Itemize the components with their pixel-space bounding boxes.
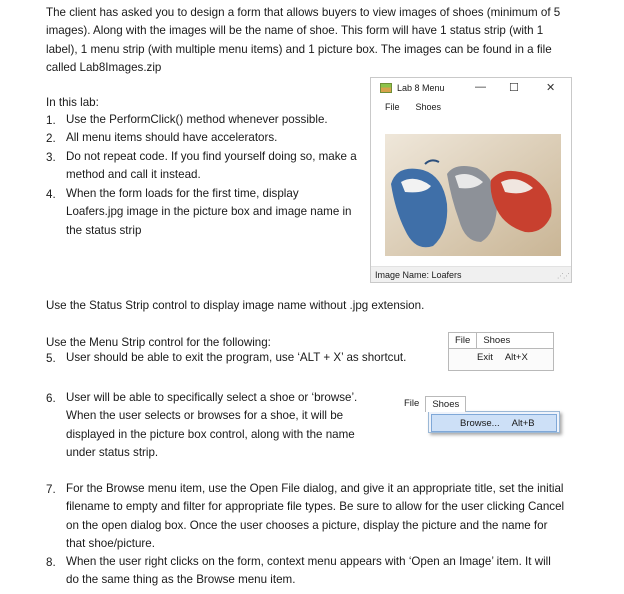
maximize-button[interactable]: ☐ — [509, 82, 519, 94]
list-item: User should be able to exit the program, use ‘ALT + X’ as shortcut. — [66, 351, 407, 364]
in-this-lab-heading: In this lab: — [46, 96, 99, 109]
snippet-menu-file[interactable]: File — [449, 333, 477, 348]
item-number: 8. — [46, 556, 56, 569]
list-item: For the Browse menu item, use the Open File dialog, and give it an appropriate title, set the initial filename to empty and filter for appropriate file types. Be sure to allow for the user clicking Cancel on the open dialog box. Once the user chooses a picture, display the picture and the name for that shoe/picture. — [66, 482, 565, 551]
list-item: All menu items should have accelerators. — [66, 131, 278, 144]
title-bar — [371, 78, 571, 98]
list-item: User will be able to specifically select a shoe or ‘browse’. When the user selects or browses for a shoe, it will be displayed in the picture box control, along with the name under status strip. — [66, 391, 358, 460]
status-strip — [371, 266, 571, 282]
close-button[interactable]: ✕ — [546, 82, 556, 94]
list-item: When the form loads for the first time, display Loafers.jpg image in the picture box and image name in the status strip — [66, 187, 352, 237]
status-label: Image Name: Loafers — [375, 269, 462, 280]
item-number: 3. — [46, 151, 56, 164]
browse-label: Browse... — [460, 417, 500, 429]
lab8-form-window — [370, 77, 572, 283]
browse-shortcut: Alt+B — [511, 417, 535, 429]
list-item: When the user right clicks on the form, context menu appears with ‘Open an Image’ item. It will do the same thing as the Browse menu item. — [66, 555, 551, 587]
item-number: 7. — [46, 483, 56, 496]
list-item: Do not repeat code. If you find yourself doing so, make a method and call it instead. — [66, 150, 357, 182]
browse-menu-item[interactable] — [431, 414, 557, 432]
menu-file[interactable]: File — [385, 102, 400, 112]
item-number: 2. — [46, 132, 56, 145]
item-number: 6. — [46, 392, 56, 405]
item-number: 1. — [46, 114, 56, 127]
shoes-dropdown — [428, 411, 560, 433]
list-item: Use the PerformClick() method whenever possible. — [66, 113, 328, 126]
snippet-menu-shoes[interactable]: Shoes — [425, 396, 466, 412]
file-dropdown — [448, 348, 554, 371]
snippet-menu-shoes[interactable]: Shoes — [483, 335, 511, 346]
minimize-button[interactable]: — — [475, 81, 486, 93]
status-strip-note: Use the Status Strip control to display image name without .jpg extension. — [46, 299, 425, 312]
menu-shoes[interactable]: Shoes — [415, 102, 442, 112]
browse-menu-snippet — [398, 396, 560, 433]
item-number: 5. — [46, 352, 56, 365]
exit-menu-item[interactable]: Exit — [477, 352, 493, 363]
menu-strip-note: Use the Menu Strip control for the following: — [46, 336, 271, 349]
snippet-menu-file[interactable]: File — [404, 398, 420, 409]
item-number: 4. — [46, 188, 56, 201]
menu-strip — [371, 98, 571, 116]
intro-paragraph: The client has asked you to design a form that allows buyers to view images of shoes (minimum of 5 images). Along with the images will be the name of shoe. This form will have 1 status strip (with 1 label), 1 menu strip (with multiple menu items) and 1 picture box. The images can be found in a file called Lab8Images.zip — [46, 6, 561, 75]
exit-shortcut: Alt+X — [504, 352, 528, 363]
resize-grip[interactable]: ⋰⋰ — [557, 273, 569, 280]
exit-menu-snippet — [448, 332, 554, 371]
window-title: Lab 8 Menu — [397, 83, 445, 93]
shoes-picture-box — [385, 134, 561, 256]
app-icon — [380, 83, 392, 93]
